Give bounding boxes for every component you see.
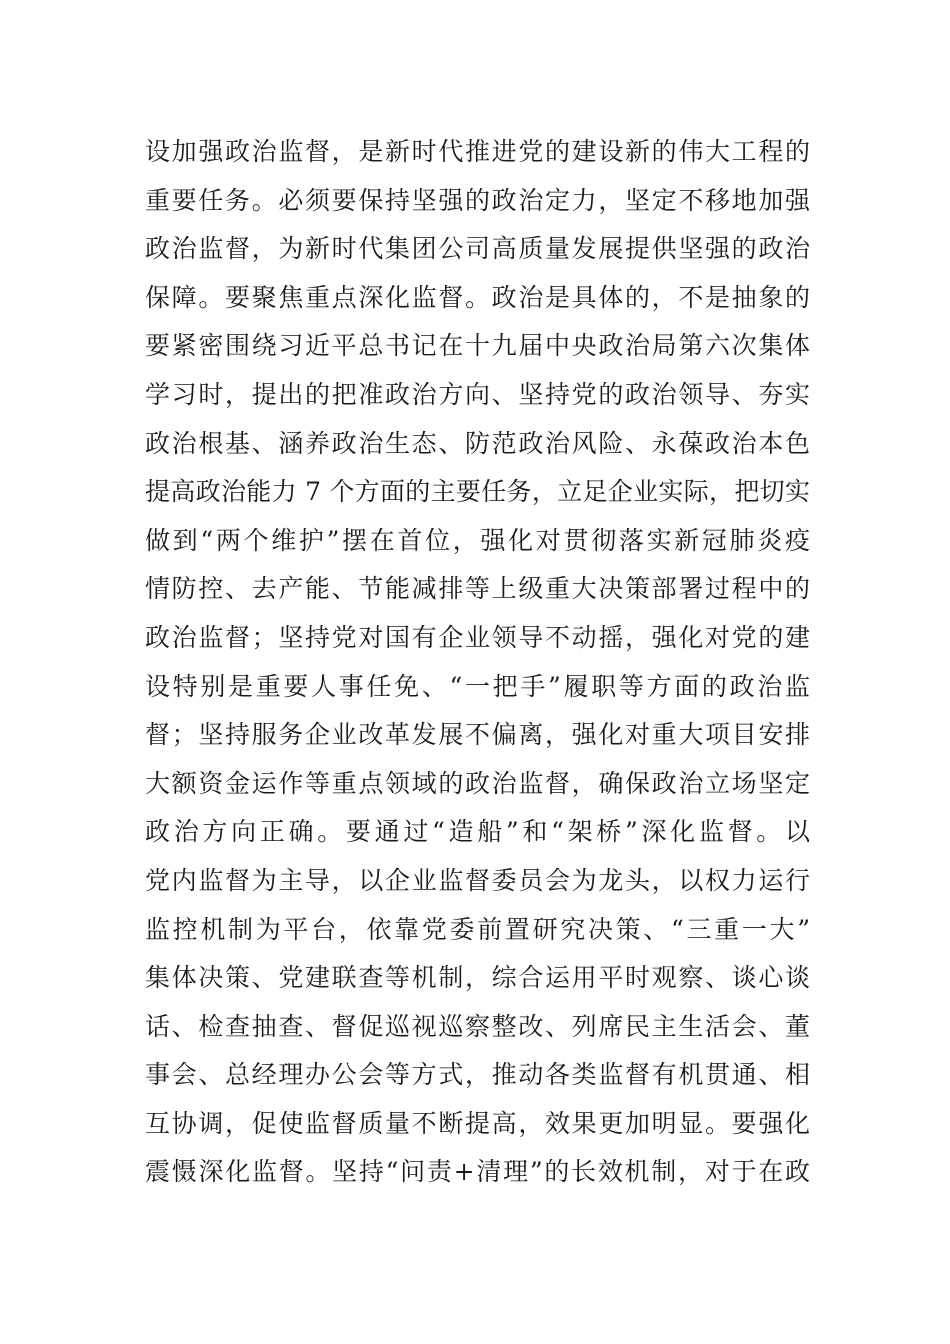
text-line: 督；坚持服务企业改革发展不偏离，强化对重大项目安排: [145, 720, 810, 750]
text-line: 政治监督；坚持党对国有企业领导不动摇，强化对党的建: [145, 622, 810, 652]
body-text: [145, 128, 810, 1197]
text-line: 政治根基、涵养政治生态、防范政治风险、永葆政治本色: [145, 428, 810, 458]
text-line: 提高政治能力 7 个方面的主要任务，立足企业实际，把切实: [145, 477, 810, 507]
text-line: 设加强政治监督，是新时代推进党的建设新的伟大工程的: [145, 137, 810, 166]
text-line: 设特别是重要人事任免、“一把手”履职等方面的政治监: [145, 671, 810, 701]
text-line: 要紧密围绕习近平总书记在十九届中央政治局第六次集体: [145, 331, 810, 361]
text-line: 集体决策、党建联查等机制，综合运用平时观察、谈心谈: [145, 963, 810, 993]
text-line: 大额资金运作等重点领域的政治监督，确保政治立场坚定: [145, 768, 810, 798]
text-line: 事会、总经理办公会等方式，推动各类监督有机贯通、相: [145, 1060, 810, 1090]
text-line: 政治监督，为新时代集团公司高质量发展提供坚强的政治: [145, 234, 810, 264]
text-line: 保障。要聚焦重点深化监督。政治是具体的，不是抽象的: [145, 282, 810, 312]
text-line: 震慑深化监督。坚持“问责+清理”的长效机制，对于在政: [145, 1157, 810, 1187]
text-line: 党内监督为主导，以企业监督委员会为龙头，以权力运行: [145, 865, 810, 895]
text-line: 政治方向正确。要通过“造船”和“架桥”深化监督。以: [145, 817, 810, 847]
text-line: 话、检查抽查、督促巡视巡察整改、列席民主生活会、董: [145, 1011, 810, 1041]
text-line: 情防控、去产能、节能减排等上级重大决策部署过程中的: [145, 574, 810, 604]
text-line: 监控机制为平台，依靠党委前置研究决策、“三重一大”: [145, 914, 810, 944]
text-line: 互协调，促使监督质量不断提高，效果更加明显。要强化: [145, 1108, 810, 1138]
text-line: 做到“两个维护”摆在首位，强化对贯彻落实新冠肺炎疫: [145, 525, 810, 555]
text-line: 学习时，提出的把准政治方向、坚持党的政治领导、夯实: [145, 379, 810, 409]
text-line: 重要任务。必须要保持坚强的政治定力，坚定不移地加强: [145, 185, 810, 215]
